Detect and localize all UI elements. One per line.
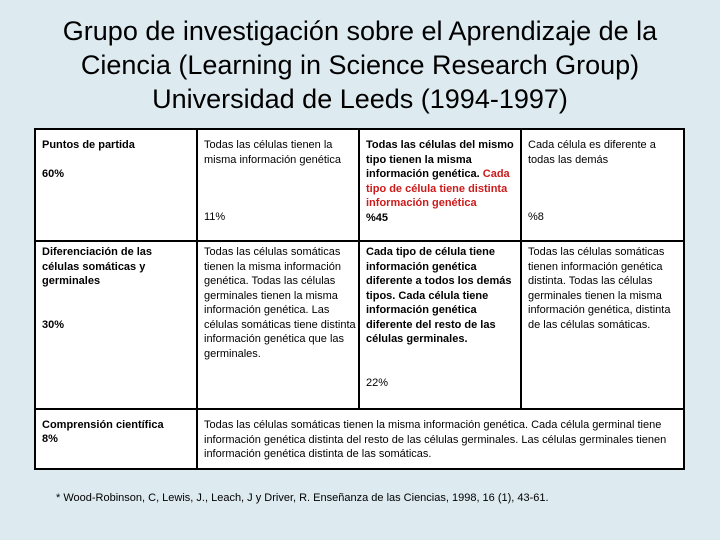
row-divider (36, 240, 683, 242)
row1-col2-percent: %45 (366, 211, 389, 224)
title-line-2: Ciencia (Learning in Science Research Group) (80, 50, 640, 80)
row3-percent: 8% (42, 433, 58, 445)
row2-col1-text: Todas las células somáticas tienen la misma información genética. Todas las células germinales tienen la misma información genética. Las células somáticas tiene distinta información genética que las germinales. (204, 246, 356, 360)
column-divider (520, 130, 522, 410)
title-line-3: Universidad de Leeds (1994-1997) (152, 84, 568, 114)
row2-col2-text: Cada tipo de célula tiene información genética diferente a todos los demás tipos. Cada célula tiene información genética diferente del resto de las células germinales. (366, 246, 512, 345)
row2-col2-percent: 22% (366, 377, 389, 389)
row1-col2-main: Todas las células del mismo tipo tienen la misma información genética. (366, 139, 514, 180)
row2-label: Diferenciación de las células somáticas y germinales (42, 246, 153, 287)
citation-footnote: * Wood-Robinson, C, Lewis, J., Leach, J y Driver, R. Enseñanza de las Ciencias, 1998, 16 (1), 43-61. (56, 492, 549, 504)
row-divider (36, 408, 683, 410)
row3-text: Todas las células somáticas tienen la misma información genética. Cada célula germinal tiene información genética distinta del resto de las células germinales. Las células germinales tienen información genética distinta de las somáticas. (204, 419, 667, 460)
row1-label: Puntos de partida (42, 139, 135, 151)
title-line-1: Grupo de investigación sobre el Aprendizaje de la (62, 16, 658, 46)
row1-col3-percent: %8 (528, 211, 544, 223)
slide-title (0, 14, 720, 116)
row2-percent: 30% (42, 319, 65, 331)
row1-col2-highlight: Cada tipo de célula tiene distinta información genética (366, 168, 510, 209)
row1-col1-percent: 11% (204, 211, 226, 223)
row2-col3-text: Todas las células somáticas tienen información genética distinta. Todas las células germinales tienen la misma información genética, distinta de las células somáticas. (528, 246, 671, 331)
row1-percent: 60% (42, 168, 65, 180)
row1-col2-text (366, 138, 516, 225)
column-divider (358, 130, 360, 410)
row3-label: Comprensión científica (42, 419, 164, 431)
row1-col3-text: Cada célula es diferente a todas las demás (528, 139, 656, 166)
results-table (34, 128, 685, 470)
column-divider (196, 410, 198, 468)
column-divider (196, 130, 198, 410)
row1-col1-text: Todas las células tienen la misma información genética (204, 139, 341, 166)
